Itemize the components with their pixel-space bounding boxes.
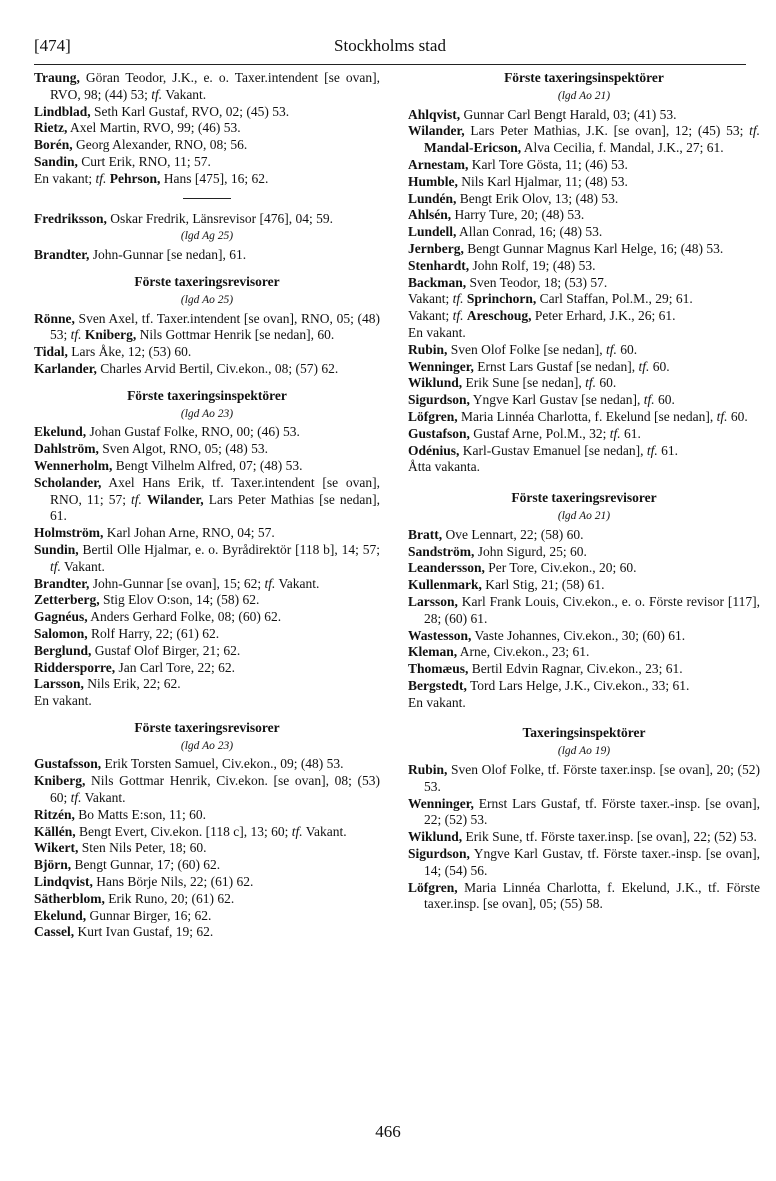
directory-entry: Stenhardt, John Rolf, 19; (48) 53. <box>408 257 596 273</box>
header-rule <box>34 64 746 65</box>
directory-entry: Åtta vakanta. <box>408 459 480 475</box>
running-title: Stockholms stad <box>334 36 446 55</box>
page-footer-number: 466 <box>375 1122 401 1141</box>
directory-entry: Larsson, Karl Frank Louis, Civ.ekon., e. o. Förste revisor [117], 28; (60) 61. <box>408 593 760 626</box>
directory-entry: Lundell, Allan Conrad, 16; (48) 53. <box>408 224 603 240</box>
directory-entry: Wennerholm, Bengt Vilhelm Alfred, 07; (48) 53. <box>34 457 303 473</box>
directory-entry: Ritzén, Bo Matts E:son, 11; 60. <box>34 806 207 822</box>
section-title: Taxeringsinspektörer <box>522 725 646 741</box>
directory-entry: Rönne, Sven Axel, tf. Taxer.intendent [se ovan], RNO, 05; (48) 53; tf. Kniberg, Nils Gottmar Henrik [se nedan], 60. <box>34 310 380 343</box>
directory-entry: Dahlström, Sven Algot, RNO, 05; (48) 53. <box>34 441 269 457</box>
directory-entry: Larsson, Nils Erik, 22; 62. <box>34 676 181 692</box>
page-header <box>34 36 746 62</box>
directory-entry: Sigurdson, Yngve Karl Gustav [se nedan], tf. 60. <box>408 392 675 408</box>
section-title: Förste taxeringsinspektörer <box>127 387 287 403</box>
directory-entry: Löfgren, Maria Linnéa Charlotta, f. Ekelund, J.K., tf. Förste taxer.insp. [se ovan], 05; (55) 58. <box>408 879 760 912</box>
directory-entry: Kullenmark, Karl Stig, 21; (58) 61. <box>408 577 605 593</box>
directory-entry: Rubin, Sven Olof Folke [se nedan], tf. 60. <box>408 341 638 357</box>
directory-entry: Gustafsson, Erik Torsten Samuel, Civ.ekon., 09; (48) 53. <box>34 756 344 772</box>
directory-entry: Wiklund, Erik Sune, tf. Förste taxer.insp. [se ovan], 22; (52) 53. <box>408 829 757 845</box>
section-subtitle: (lgd Ao 23) <box>180 739 234 752</box>
entry-list <box>34 311 380 378</box>
directory-entry: Sigurdson, Yngve Karl Gustav, tf. Förste taxer.-insp. [se ovan], 14; (54) 56. <box>408 846 760 878</box>
directory-entry: Thomæus, Bertil Edvin Ragnar, Civ.ekon., 23; 61. <box>408 661 683 677</box>
section-subtitle: (lgd Ag 25) <box>180 230 234 243</box>
entry-list <box>34 247 380 264</box>
directory-entry: Brandter, John-Gunnar [se nedan], 61. <box>34 247 247 263</box>
section-divider <box>183 198 231 199</box>
entry-list <box>408 762 760 913</box>
directory-entry: Ekelund, Johan Gustaf Folke, RNO, 00; (46) 53. <box>34 424 300 440</box>
directory-entry: Gagnéus, Anders Gerhard Folke, 08; (60) 62. <box>34 609 282 625</box>
section-subtitle: (lgd Ao 19) <box>557 745 611 758</box>
left-column <box>34 70 380 941</box>
directory-entry: Zetterberg, Stig Elov O:son, 14; (58) 62. <box>34 592 260 608</box>
directory-entry: Sandström, John Sigurd, 25; 60. <box>408 543 587 559</box>
directory-entry: Lindblad, Seth Karl Gustaf, RVO, 02; (45) 53. <box>34 103 290 119</box>
directory-entry: Berglund, Gustaf Olof Birger, 21; 62. <box>34 642 241 658</box>
section-title: Förste taxeringsrevisorer <box>134 719 280 735</box>
entry-list <box>408 107 760 477</box>
directory-entry: Sätherblom, Erik Runo, 20; (61) 62. <box>34 890 235 906</box>
directory-entry: Lindqvist, Hans Börje Nils, 22; (61) 62. <box>34 874 254 890</box>
section-title: Förste taxeringsrevisorer <box>134 273 280 289</box>
directory-entry: Wastesson, Vaste Johannes, Civ.ekon., 30; (60) 61. <box>408 627 686 643</box>
directory-entry: Bratt, Ove Lennart, 22; (58) 60. <box>408 526 584 542</box>
directory-entry: Bergstedt, Tord Lars Helge, J.K., Civ.ekon., 33; 61. <box>408 677 690 693</box>
directory-entry: Cassel, Kurt Ivan Gustaf, 19; 62. <box>34 924 214 940</box>
directory-entry: Wiklund, Erik Sune [se nedan], tf. 60. <box>408 375 617 391</box>
directory-entry: Fredriksson, Oskar Fredrik, Länsrevisor [476], 04; 59. <box>34 210 333 226</box>
section-subtitle: (lgd Ao 23) <box>180 407 234 420</box>
directory-entry: Scholander, Axel Hans Erik, tf. Taxer.intendent [se ovan], RNO, 11; 57; tf. Wilander, Lars Peter Mathias [se nedan], 61. <box>34 474 380 524</box>
entry-list <box>34 756 380 941</box>
entry-list <box>34 424 380 710</box>
header-page-number: [474] <box>34 36 71 55</box>
section-title: Förste taxeringsrevisorer <box>511 490 657 506</box>
directory-entry: Sandin, Curt Erik, RNO, 11; 57. <box>34 153 211 169</box>
directory-entry: Kleman, Arne, Civ.ekon., 23; 61. <box>408 644 590 660</box>
section-title: Förste taxeringsinspektörer <box>504 70 664 85</box>
directory-entry: Rubin, Sven Olof Folke, tf. Förste taxer.insp. [se ovan], 20; (52) 53. <box>408 762 760 794</box>
directory-entry: En vakant. <box>34 693 92 709</box>
section-subtitle: (lgd Ao 21) <box>557 509 611 522</box>
directory-entry: Källén, Bengt Evert, Civ.ekon. [118 c], 13; 60; tf. Vakant. <box>34 823 347 839</box>
directory-entry: Holmström, Karl Johan Arne, RNO, 04; 57. <box>34 525 275 541</box>
entry-list <box>408 527 760 712</box>
directory-entry: Wilander, Lars Peter Mathias, J.K. [se ovan], 12; (45) 53; tf. Mandal-Ericson, Alva Cecilia, f. Mandal, J.K., 27; 61. <box>408 123 760 156</box>
directory-entry: Tidal, Lars Åke, 12; (53) 60. <box>34 344 192 360</box>
directory-entry: Borén, Georg Alexander, RNO, 08; 56. <box>34 137 248 153</box>
directory-entry: Wenninger, Ernst Lars Gustaf, tf. Förste taxer.-insp. [se ovan], 22; (52) 53. <box>408 795 760 828</box>
directory-entry: Wikert, Sten Nils Peter, 18; 60. <box>34 840 207 856</box>
directory-entry: Riddersporre, Jan Carl Tore, 22; 62. <box>34 659 236 675</box>
directory-entry: Wenninger, Ernst Lars Gustaf [se nedan], tf. 60. <box>408 358 670 374</box>
directory-entry: En vakant. <box>408 324 466 340</box>
right-column <box>408 70 760 913</box>
directory-entry: Vakant; tf. Areschoug, Peter Erhard, J.K., 26; 61. <box>408 308 676 324</box>
directory-entry: Arnestam, Karl Tore Gösta, 11; (46) 53. <box>408 156 628 172</box>
directory-entry: Salomon, Rolf Harry, 22; (61) 62. <box>34 625 220 641</box>
entry-list <box>34 211 380 228</box>
directory-entry: Brandter, John-Gunnar [se ovan], 15; 62; tf. Vakant. <box>34 575 320 591</box>
directory-entry: Löfgren, Maria Linnéa Charlotta, f. Ekelund [se nedan], tf. 60. <box>408 408 748 424</box>
directory-entry: Backman, Sven Teodor, 18; (53) 57. <box>408 274 608 290</box>
directory-entry: Kniberg, Nils Gottmar Henrik, Civ.ekon. [se ovan], 08; (53) 60; tf. Vakant. <box>34 773 380 806</box>
directory-entry: Ahlsén, Harry Ture, 20; (48) 53. <box>408 207 585 223</box>
directory-entry: Gustafson, Gustaf Arne, Pol.M., 32; tf. 61. <box>408 425 641 441</box>
directory-entry: Ahlqvist, Gunnar Carl Bengt Harald, 03; (41) 53. <box>408 106 677 122</box>
directory-entry: Odénius, Karl-Gustav Emanuel [se nedan], tf. 61. <box>408 442 678 458</box>
directory-entry: Ekelund, Gunnar Birger, 16; 62. <box>34 907 212 923</box>
directory-entry: Vakant; tf. Sprinchorn, Carl Staffan, Pol.M., 29; 61. <box>408 291 693 307</box>
directory-entry: En vakant; tf. Pehrson, Hans [475], 16; 62. <box>34 170 269 186</box>
section-subtitle: (lgd Ao 21) <box>557 89 611 102</box>
entry-list <box>34 70 380 188</box>
directory-entry: Traung, Göran Teodor, J.K., e. o. Taxer.intendent [se ovan], RVO, 98; (44) 53; tf. Vakant. <box>34 70 380 102</box>
directory-entry: Sundin, Bertil Olle Hjalmar, e. o. Byrådirektör [118 b], 14; 57; tf. Vakant. <box>34 541 380 574</box>
directory-entry: En vakant. <box>408 694 466 710</box>
directory-entry: Karlander, Charles Arvid Bertil, Civ.ekon., 08; (57) 62. <box>34 360 339 376</box>
directory-entry: Björn, Bengt Gunnar, 17; (60) 62. <box>34 857 221 873</box>
directory-entry: Leandersson, Per Tore, Civ.ekon., 20; 60. <box>408 560 637 576</box>
directory-entry: Rietz, Axel Martin, RVO, 99; (46) 53. <box>34 120 241 136</box>
directory-entry: Jernberg, Bengt Gunnar Magnus Karl Helge, 16; (48) 53. <box>408 240 724 256</box>
section-subtitle: (lgd Ao 25) <box>180 293 234 306</box>
directory-entry: Lundén, Bengt Erik Olov, 13; (48) 53. <box>408 190 619 206</box>
directory-entry: Humble, Nils Karl Hjalmar, 11; (48) 53. <box>408 173 628 189</box>
